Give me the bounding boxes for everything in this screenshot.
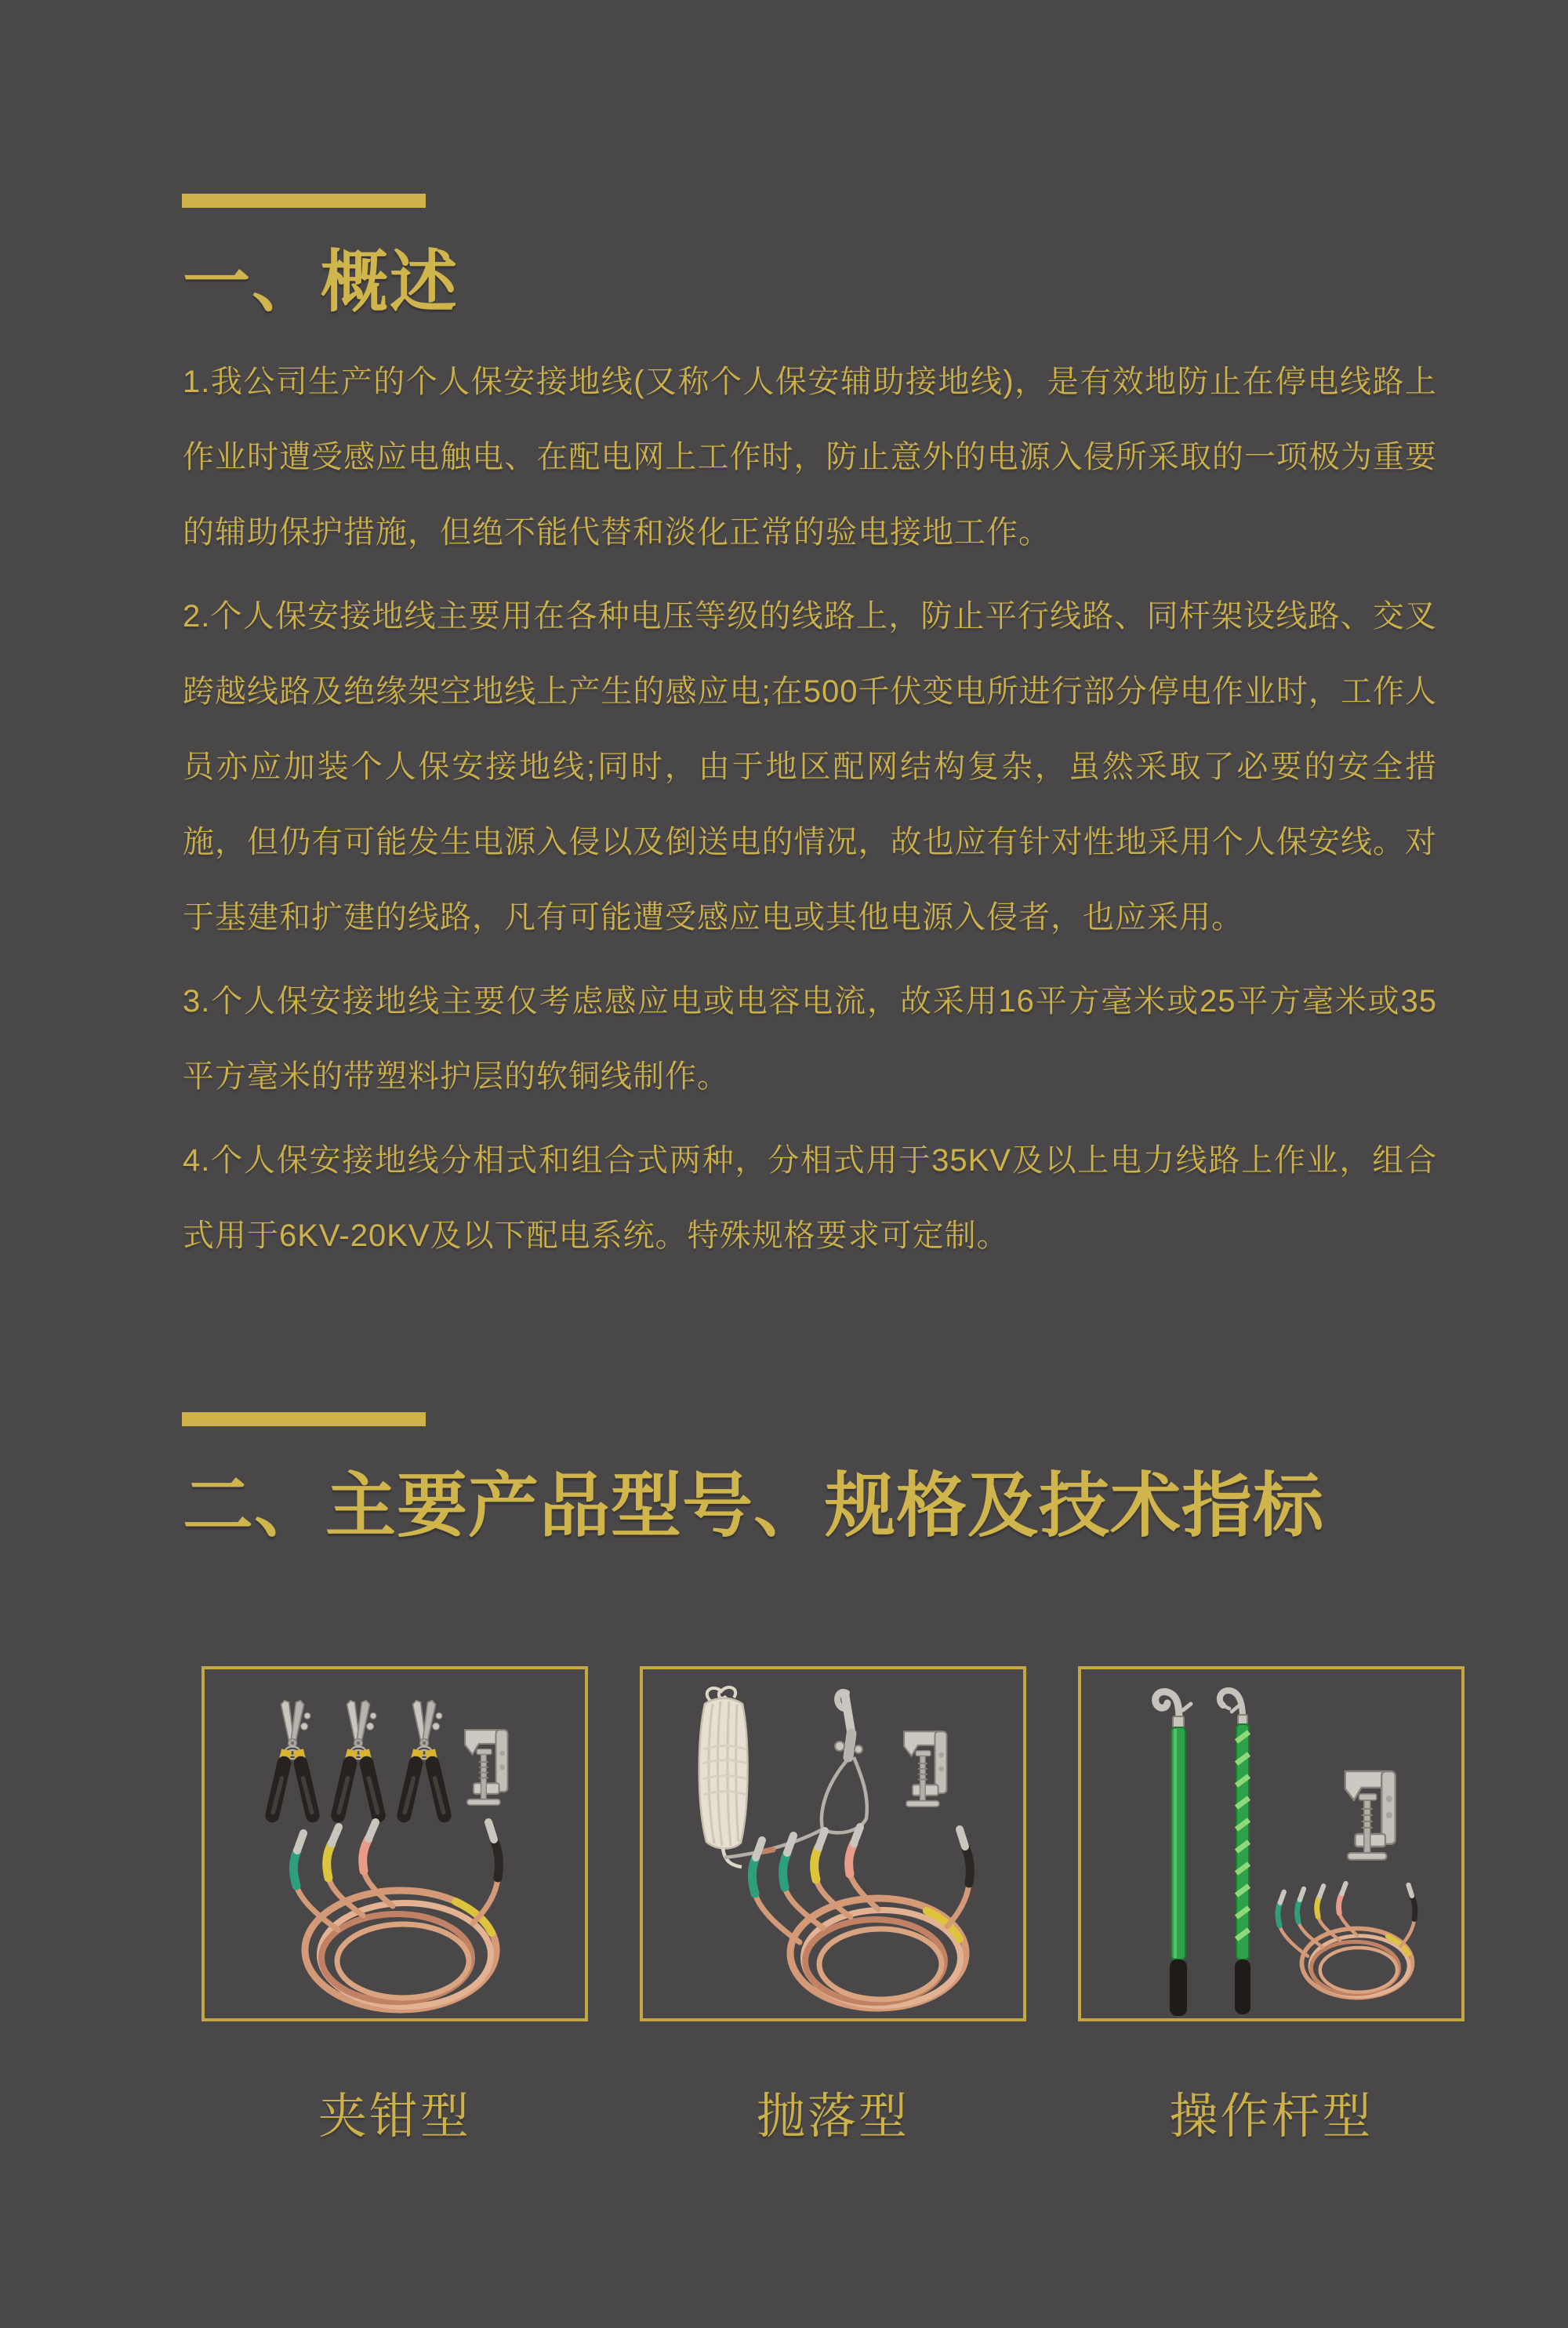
spring-clamp-set-icon <box>205 1669 585 2018</box>
clamp-type-photo <box>201 1666 588 2021</box>
overview-paragraph: 1.我公司生产的个人保安接地线(又称个人保安辅助接地线)，是有效地防止在停电线路上作业时遭受感应电触电、在配电网上工作时，防止意外的电源入侵所采取的一项极为重要的辅助保护措施，但绝不能代替和淡化正常的验电接地工作。 <box>183 365 1437 550</box>
product-label: 抛落型 <box>756 2090 909 2144</box>
product-label: 夹钳型 <box>318 2090 471 2144</box>
cable-coil-icon <box>1278 1883 1415 1998</box>
product-card-operating-rod-type <box>1078 1666 1465 2147</box>
section-marker <box>182 1412 426 1426</box>
throw-type-photo <box>640 1666 1026 2021</box>
section-overview-title: 一、概述 <box>183 245 459 320</box>
throw-line-set-icon <box>643 1669 1023 2018</box>
product-gallery <box>201 1666 1465 2147</box>
operating-rod-icon <box>1220 1691 1250 2014</box>
section-products-title: 二、主要产品型号、规格及技术指标 <box>183 1467 1324 1545</box>
overview-paragraph: 4.个人保安接地线分相式和组合式两种，分相式用于35KV及以上电力线路上作业，组合式用于6KV-20KV及以下配电系统。特殊规格要求可定制。 <box>183 1143 1437 1253</box>
overview-paragraph: 3.个人保安接地线主要仅考虑感应电或电容电流，故采用16平方毫米或25平方毫米或35平方毫米的带塑料护层的软铜线制作。 <box>183 984 1437 1094</box>
operating-rod-icon <box>1156 1692 1191 2016</box>
product-label: 操作杆型 <box>1169 2090 1374 2144</box>
operating-rod-type-photo <box>1078 1666 1465 2021</box>
cable-coil-icon <box>293 1822 499 2010</box>
operating-rod-set-icon <box>1081 1669 1461 2018</box>
product-card-throw-type <box>640 1666 1026 2147</box>
overview-paragraph: 2.个人保安接地线主要用在各种电压等级的线路上，防止平行线路、同杆架设线路、交叉跨越线路及绝缘架空地线上产生的感应电;在500千伏变电所进行部分停电作业时，工作人员亦应加装个人保安接地线;同时，由于地区配网结构复杂，虽然采取了必要的安全措施，但仍有可能发生电源入侵以及倒送电的情况，故也应有针对性地采用个人保安线。对于基建和扩建的线路，凡有可能遭受感应电或其他电源入侵者，也应采用。 <box>183 599 1437 935</box>
section-marker <box>182 194 426 208</box>
overview-body <box>183 344 1437 1282</box>
rope-coil-icon <box>699 1687 748 1867</box>
product-card-clamp-type <box>201 1666 588 2147</box>
ground-clamp-icon <box>1345 1771 1396 1860</box>
ground-clamp-icon <box>904 1731 946 1807</box>
cable-coil-icon <box>752 1827 970 2008</box>
ground-clamp-icon <box>465 1730 507 1805</box>
spring-clamp-icon <box>272 1701 445 1816</box>
